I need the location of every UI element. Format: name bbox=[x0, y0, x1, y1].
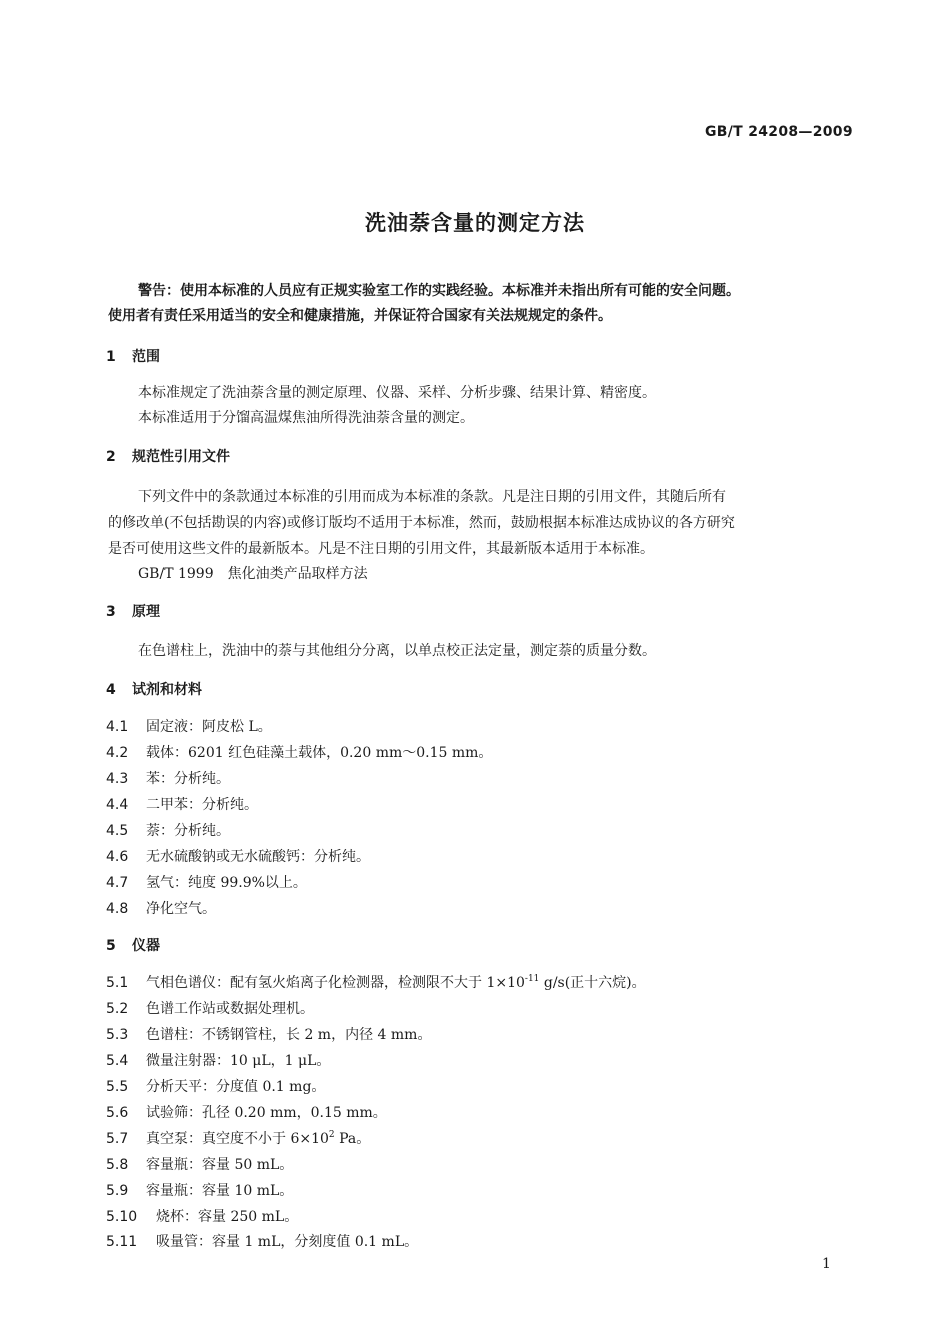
warning-line-2: 使用者有责任采用适当的安全和健康措施，并保证符合国家有关法规规定的条件。 bbox=[108, 308, 612, 324]
normative-reference: GB/T 1999 焦化油类产品取样方法 bbox=[138, 566, 368, 582]
section-3-paragraph: 在色谱柱上，洗油中的萘与其他组分分离，以单点校正法定量，测定萘的质量分数。 bbox=[138, 643, 656, 659]
item-number: 5.5 bbox=[106, 1079, 129, 1095]
item-number: 4.7 bbox=[106, 875, 129, 891]
list-item bbox=[106, 768, 230, 788]
item-text: 色谱柱：不锈钢管柱，长 2 m，内径 4 mm。 bbox=[146, 1027, 432, 1043]
section-title: 原理 bbox=[132, 604, 160, 620]
item-number: 4.4 bbox=[106, 797, 129, 813]
list-item bbox=[106, 898, 216, 918]
list-item bbox=[106, 1128, 370, 1148]
item-text: 吸量管：容量 1 mL，分刻度值 0.1 mL。 bbox=[156, 1234, 419, 1250]
list-item bbox=[106, 794, 258, 814]
item-text: 试验筛：孔径 0.20 mm，0.15 mm。 bbox=[146, 1105, 387, 1121]
list-item bbox=[106, 846, 370, 866]
section-1-paragraph-1: 本标准规定了洗油萘含量的测定原理、仪器、采样、分析步骤、结果计算、精密度。 bbox=[138, 385, 656, 401]
item-number: 4.8 bbox=[106, 901, 129, 917]
item-number: 5.6 bbox=[106, 1105, 129, 1121]
list-item bbox=[106, 820, 230, 840]
list-item bbox=[106, 1024, 431, 1044]
warning-line-1: 警告：使用本标准的人员应有正规实验室工作的实践经验。本标准并未指出所有可能的安全问题。 bbox=[138, 283, 740, 299]
item-number: 5.7 bbox=[106, 1131, 129, 1147]
item-text: 载体：6201 红色硅藻土载体，0.20 mm～0.15 mm。 bbox=[146, 745, 493, 761]
item-text: 分析天平：分度值 0.1 mg。 bbox=[146, 1079, 326, 1095]
superscript-exponent: 2 bbox=[328, 1130, 335, 1140]
section-title: 范围 bbox=[132, 349, 160, 365]
section-number: 5 bbox=[106, 938, 116, 954]
item-text: 容量瓶：容量 50 mL。 bbox=[146, 1157, 294, 1173]
item-text: 色谱工作站或数据处理机。 bbox=[146, 1001, 314, 1017]
item-number: 4.1 bbox=[106, 719, 129, 735]
item-text: 氢气：纯度 99.9%以上。 bbox=[146, 875, 307, 891]
item-number: 4.6 bbox=[106, 849, 129, 865]
item-number: 4.3 bbox=[106, 771, 129, 787]
section-1-heading bbox=[106, 346, 160, 366]
item-text: 萘：分析纯。 bbox=[146, 823, 230, 839]
item-text: 二甲苯：分析纯。 bbox=[146, 797, 258, 813]
section-2-heading bbox=[106, 446, 230, 466]
section-2-paragraph-line-3: 是否可使用这些文件的最新版本。凡是不注日期的引用文件，其最新版本适用于本标准。 bbox=[108, 541, 654, 557]
item-number: 5.1 bbox=[106, 975, 129, 991]
item-number: 5.2 bbox=[106, 1001, 129, 1017]
list-item bbox=[106, 1154, 293, 1174]
section-2-paragraph-line-2: 的修改单(不包括勘误的内容)或修订版均不适用于本标准，然而，鼓励根据本标准达成协议的各方研究 bbox=[108, 515, 735, 531]
list-item bbox=[106, 1180, 293, 1200]
list-item bbox=[106, 716, 272, 736]
item-text: 真空泵：真空度不小于 6×10 bbox=[146, 1131, 329, 1147]
section-3-heading bbox=[106, 601, 160, 621]
section-number: 4 bbox=[106, 682, 116, 698]
section-number: 1 bbox=[106, 349, 116, 365]
list-item bbox=[106, 872, 307, 892]
list-item bbox=[106, 998, 314, 1018]
list-item bbox=[106, 1206, 298, 1226]
section-title: 试剂和材料 bbox=[132, 682, 202, 698]
item-text-tail: g/s(正十六烷)。 bbox=[539, 975, 646, 991]
list-item bbox=[106, 742, 492, 762]
standard-code: GB/T 24208—2009 bbox=[705, 124, 853, 140]
section-4-heading bbox=[106, 679, 202, 699]
list-item bbox=[106, 1102, 387, 1122]
item-number: 5.3 bbox=[106, 1027, 129, 1043]
superscript-exponent: -11 bbox=[524, 974, 540, 984]
item-text: 无水硫酸钠或无水硫酸钙：分析纯。 bbox=[146, 849, 370, 865]
item-number: 4.2 bbox=[106, 745, 129, 761]
item-text-tail: Pa。 bbox=[334, 1131, 371, 1147]
item-text: 气相色谱仪：配有氢火焰离子化检测器，检测限不大于 1×10 bbox=[146, 975, 525, 991]
item-number: 5.9 bbox=[106, 1183, 129, 1199]
section-number: 3 bbox=[106, 604, 116, 620]
item-text: 固定液：阿皮松 L。 bbox=[146, 719, 272, 735]
item-text: 微量注射器：10 μL，1 μL。 bbox=[146, 1053, 331, 1069]
item-text: 容量瓶：容量 10 mL。 bbox=[146, 1183, 294, 1199]
section-title: 规范性引用文件 bbox=[132, 449, 230, 465]
list-item bbox=[106, 1076, 325, 1096]
page-number: 1 bbox=[822, 1256, 831, 1272]
item-number: 4.5 bbox=[106, 823, 129, 839]
item-number: 5.8 bbox=[106, 1157, 129, 1173]
section-number: 2 bbox=[106, 449, 116, 465]
document-title: 洗油萘含量的测定方法 bbox=[365, 211, 585, 235]
list-item bbox=[106, 1231, 418, 1251]
list-item bbox=[106, 972, 646, 992]
item-number: 5.11 bbox=[106, 1234, 138, 1250]
section-title: 仪器 bbox=[132, 938, 160, 954]
item-text: 苯：分析纯。 bbox=[146, 771, 230, 787]
list-item bbox=[106, 1050, 330, 1070]
item-text: 烧杯：容量 250 mL。 bbox=[156, 1209, 299, 1225]
section-2-paragraph-line-1: 下列文件中的条款通过本标准的引用而成为本标准的条款。凡是注日期的引用文件，其随后所有 bbox=[138, 489, 726, 505]
section-1-paragraph-2: 本标准适用于分馏高温煤焦油所得洗油萘含量的测定。 bbox=[138, 410, 474, 426]
item-number: 5.4 bbox=[106, 1053, 129, 1069]
section-5-heading bbox=[106, 935, 160, 955]
item-text: 净化空气。 bbox=[146, 901, 216, 917]
item-number: 5.10 bbox=[106, 1209, 138, 1225]
